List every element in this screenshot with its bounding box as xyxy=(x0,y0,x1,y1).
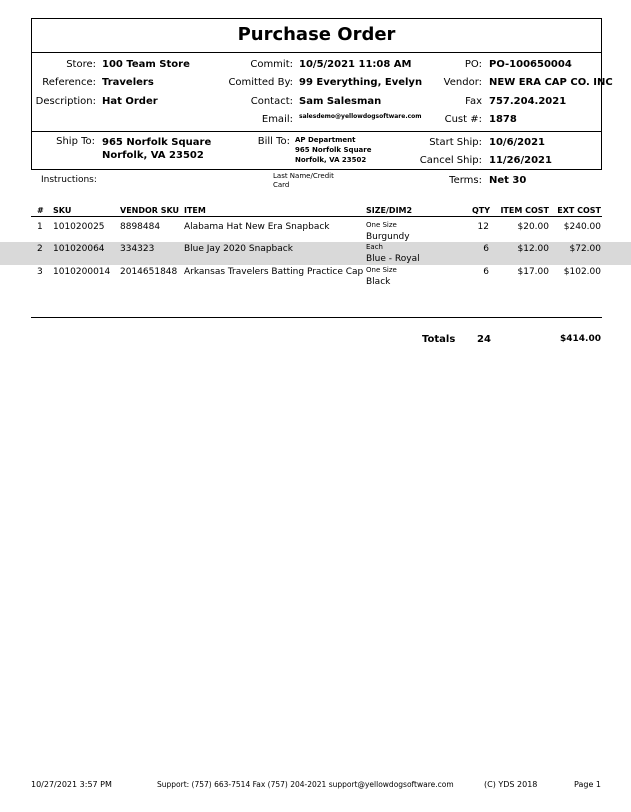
row-qty: 6 xyxy=(483,244,489,254)
header-underline xyxy=(31,216,602,217)
col-header-vendor-sku: VENDOR SKU xyxy=(120,206,180,215)
row-dim2: Black xyxy=(366,277,391,287)
contact-value: Sam Salesman xyxy=(299,96,382,107)
col-header-item-cost: ITEM COST xyxy=(500,206,549,215)
row-item: Blue Jay 2020 Snapback xyxy=(184,244,293,254)
cust-label: Cust #: xyxy=(444,114,482,125)
page-title: Purchase Order xyxy=(237,24,396,45)
col-header-qty: QTY xyxy=(471,206,490,215)
row-dim2: Blue - Royal xyxy=(366,254,420,264)
totals-amount: $414.00 xyxy=(560,334,601,344)
totals-divider xyxy=(31,317,602,318)
row-item: Alabama Hat New Era Snapback xyxy=(184,222,330,232)
col-header-size: SIZE/DIM2 xyxy=(366,206,413,215)
footer-copyright: (C) YDS 2018 xyxy=(484,780,538,789)
bill-to-label: Bill To: xyxy=(257,136,290,147)
cancel-ship-label: Cancel Ship: xyxy=(419,155,482,166)
row-vendor-sku: 8898484 xyxy=(120,222,161,232)
table-row xyxy=(0,242,631,265)
row-num: 3 xyxy=(37,267,43,277)
contact-label: Contact: xyxy=(250,96,293,107)
row-sku: 1010200014 xyxy=(53,267,111,277)
terms-value: Net 30 xyxy=(489,175,527,186)
footer-timestamp: 10/27/2021 3:57 PM xyxy=(31,780,112,789)
footer-page: Page 1 xyxy=(574,780,601,789)
committed-by-label: Comitted By: xyxy=(228,77,293,88)
description-value: Hat Order xyxy=(102,96,158,107)
col-header-num: # xyxy=(37,206,44,215)
instructions-label: Instructions: xyxy=(41,175,97,185)
row-dim2: Burgundy xyxy=(366,232,410,242)
row-num: 2 xyxy=(37,244,43,254)
row-item-cost: $20.00 xyxy=(517,222,549,232)
totals-qty: 24 xyxy=(477,334,491,345)
row-size: Each xyxy=(366,243,383,251)
commit-value: 10/5/2021 11:08 AM xyxy=(299,59,412,70)
table-row xyxy=(0,265,631,288)
vendor-label: Vendor: xyxy=(443,77,482,88)
reference-label: Reference: xyxy=(42,77,96,88)
row-item-cost: $12.00 xyxy=(517,244,549,254)
row-sku: 101020064 xyxy=(53,244,105,254)
payment-line2: Card xyxy=(273,181,290,189)
ship-to-label: Ship To: xyxy=(56,136,95,147)
col-header-ext-cost: EXT COST xyxy=(557,206,601,215)
col-header-sku: SKU xyxy=(53,206,72,215)
row-sku: 101020025 xyxy=(53,222,105,232)
totals-label: Totals xyxy=(422,334,456,345)
terms-label: Terms: xyxy=(449,175,482,186)
start-ship-value: 10/6/2021 xyxy=(489,137,546,148)
email-label: Email: xyxy=(261,114,293,125)
payment-line1: Last Name/Credit xyxy=(273,172,334,180)
ship-to-line2: Norfolk, VA 23502 xyxy=(102,150,204,161)
row-vendor-sku: 334323 xyxy=(120,244,155,254)
row-ext-cost: $240.00 xyxy=(563,222,601,232)
description-label: Description: xyxy=(35,96,96,107)
reference-value: Travelers xyxy=(102,77,154,88)
email-value: salesdemo@yellowdogsoftware.com xyxy=(299,113,422,120)
fax-label: Fax xyxy=(465,96,482,107)
row-ext-cost: $72.00 xyxy=(569,244,601,254)
row-size: One Size xyxy=(366,221,397,229)
row-vendor-sku: 2014651848 xyxy=(120,267,178,277)
store-value: 100 Team Store xyxy=(102,59,190,70)
row-qty: 6 xyxy=(483,267,489,277)
bill-to-line2: 965 Norfolk Square xyxy=(295,146,372,154)
cancel-ship-value: 11/26/2021 xyxy=(489,155,552,166)
ship-to-line1: 965 Norfolk Square xyxy=(102,137,212,148)
row-item: Arkansas Travelers Batting Practice Cap xyxy=(184,267,364,277)
footer-support: Support: (757) 663-7514 Fax (757) 204-2021 support@yellowdogsoftware.com xyxy=(157,780,454,789)
table-row xyxy=(0,219,631,242)
start-ship-label: Start Ship: xyxy=(429,137,482,148)
fax-value: 757.204.2021 xyxy=(489,96,567,107)
bill-to-line1: AP Department xyxy=(295,136,356,144)
po-value: PO-100650004 xyxy=(489,59,572,70)
commit-label: Commit: xyxy=(250,59,293,70)
col-header-item: ITEM xyxy=(184,206,206,215)
po-label: PO: xyxy=(464,59,482,70)
bill-to-line3: Norfolk, VA 23502 xyxy=(295,156,367,164)
cust-value: 1878 xyxy=(489,114,517,125)
store-label: Store: xyxy=(66,59,96,70)
row-ext-cost: $102.00 xyxy=(563,267,601,277)
committed-by-value: 99 Everything, Evelyn xyxy=(299,77,423,88)
vendor-value: NEW ERA CAP CO. INC xyxy=(489,77,613,88)
row-qty: 12 xyxy=(477,222,489,232)
row-item-cost: $17.00 xyxy=(517,267,549,277)
row-num: 1 xyxy=(37,222,43,232)
row-size: One Size xyxy=(366,266,397,274)
